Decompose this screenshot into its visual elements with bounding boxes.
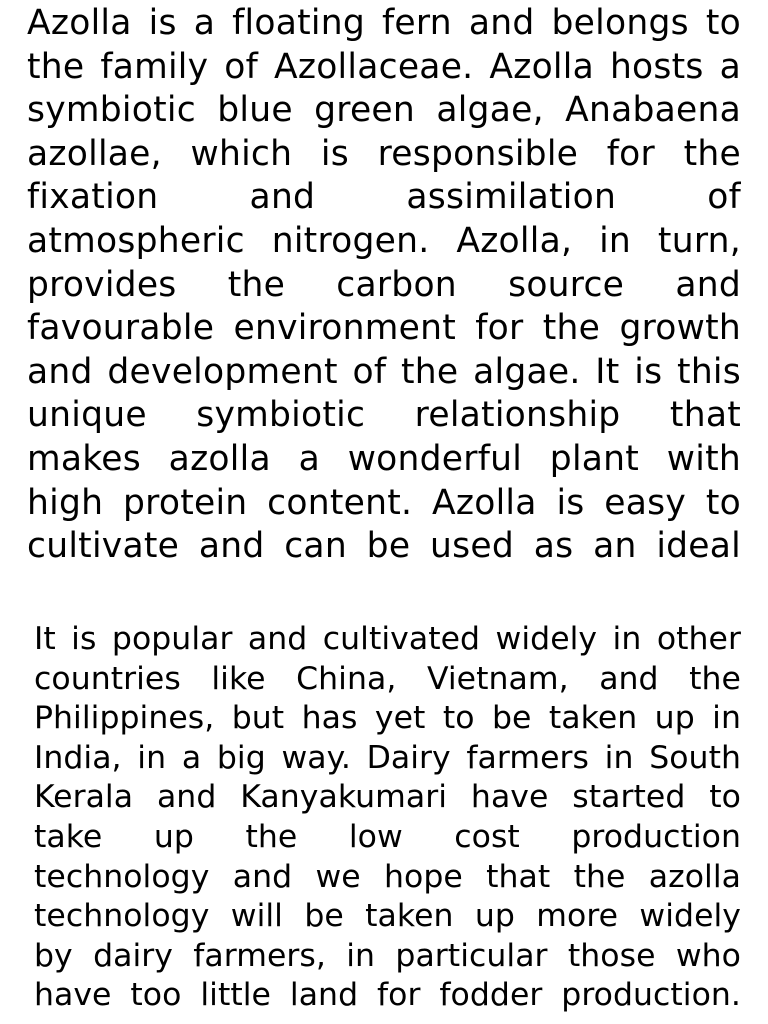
paragraph-azolla-adoption bbox=[34, 620, 741, 1024]
paragraph-line: high protein content. Azolla is easy to bbox=[27, 482, 741, 523]
paragraph-azolla-intro bbox=[27, 2, 741, 578]
paragraph-line: atmospheric nitrogen. Azolla, in turn, bbox=[27, 220, 741, 261]
paragraph-line: symbiotic blue green algae, Anabaena bbox=[27, 90, 741, 131]
paragraph-line: Philippines, but has yet to be taken up in bbox=[34, 700, 741, 737]
paragraph-line: the family of Azollaceae. Azolla hosts a bbox=[27, 46, 741, 87]
paragraph-line: technology will be taken up more widely bbox=[34, 898, 741, 935]
paragraph-line: countries like China, Vietnam, and the bbox=[34, 660, 741, 697]
paragraph-line: Kerala and Kanyakumari have started to bbox=[34, 779, 741, 816]
paragraph-line: makes azolla a wonderful plant with bbox=[27, 438, 741, 479]
paragraph-line: Azolla is a floating fern and belongs to bbox=[27, 3, 741, 43]
paragraph-line: provides the carbon source and bbox=[27, 264, 741, 305]
paragraph-line: cultivate and can be used as an ideal bbox=[27, 526, 741, 567]
paragraph-line: have too little land for fodder production. bbox=[34, 977, 741, 1014]
paragraph-line: azollae, which is responsible for the bbox=[27, 133, 741, 174]
paragraph-line: favourable environment for the growth bbox=[27, 308, 741, 349]
paragraph-line: It is popular and cultivated widely in other bbox=[34, 621, 741, 657]
paragraph-line: India, in a big way. Dairy farmers in South bbox=[34, 739, 741, 776]
paragraph-line: take up the low cost production bbox=[34, 818, 741, 855]
paragraph-line: unique symbiotic relationship that bbox=[27, 395, 741, 436]
paragraph-line: by dairy farmers, in particular those who bbox=[34, 937, 741, 974]
paragraph-line: fixation and assimilation of bbox=[27, 177, 741, 218]
paragraph-line: and development of the algae. It is this bbox=[27, 351, 741, 392]
paragraph-line: technology and we hope that the azolla bbox=[34, 858, 741, 895]
